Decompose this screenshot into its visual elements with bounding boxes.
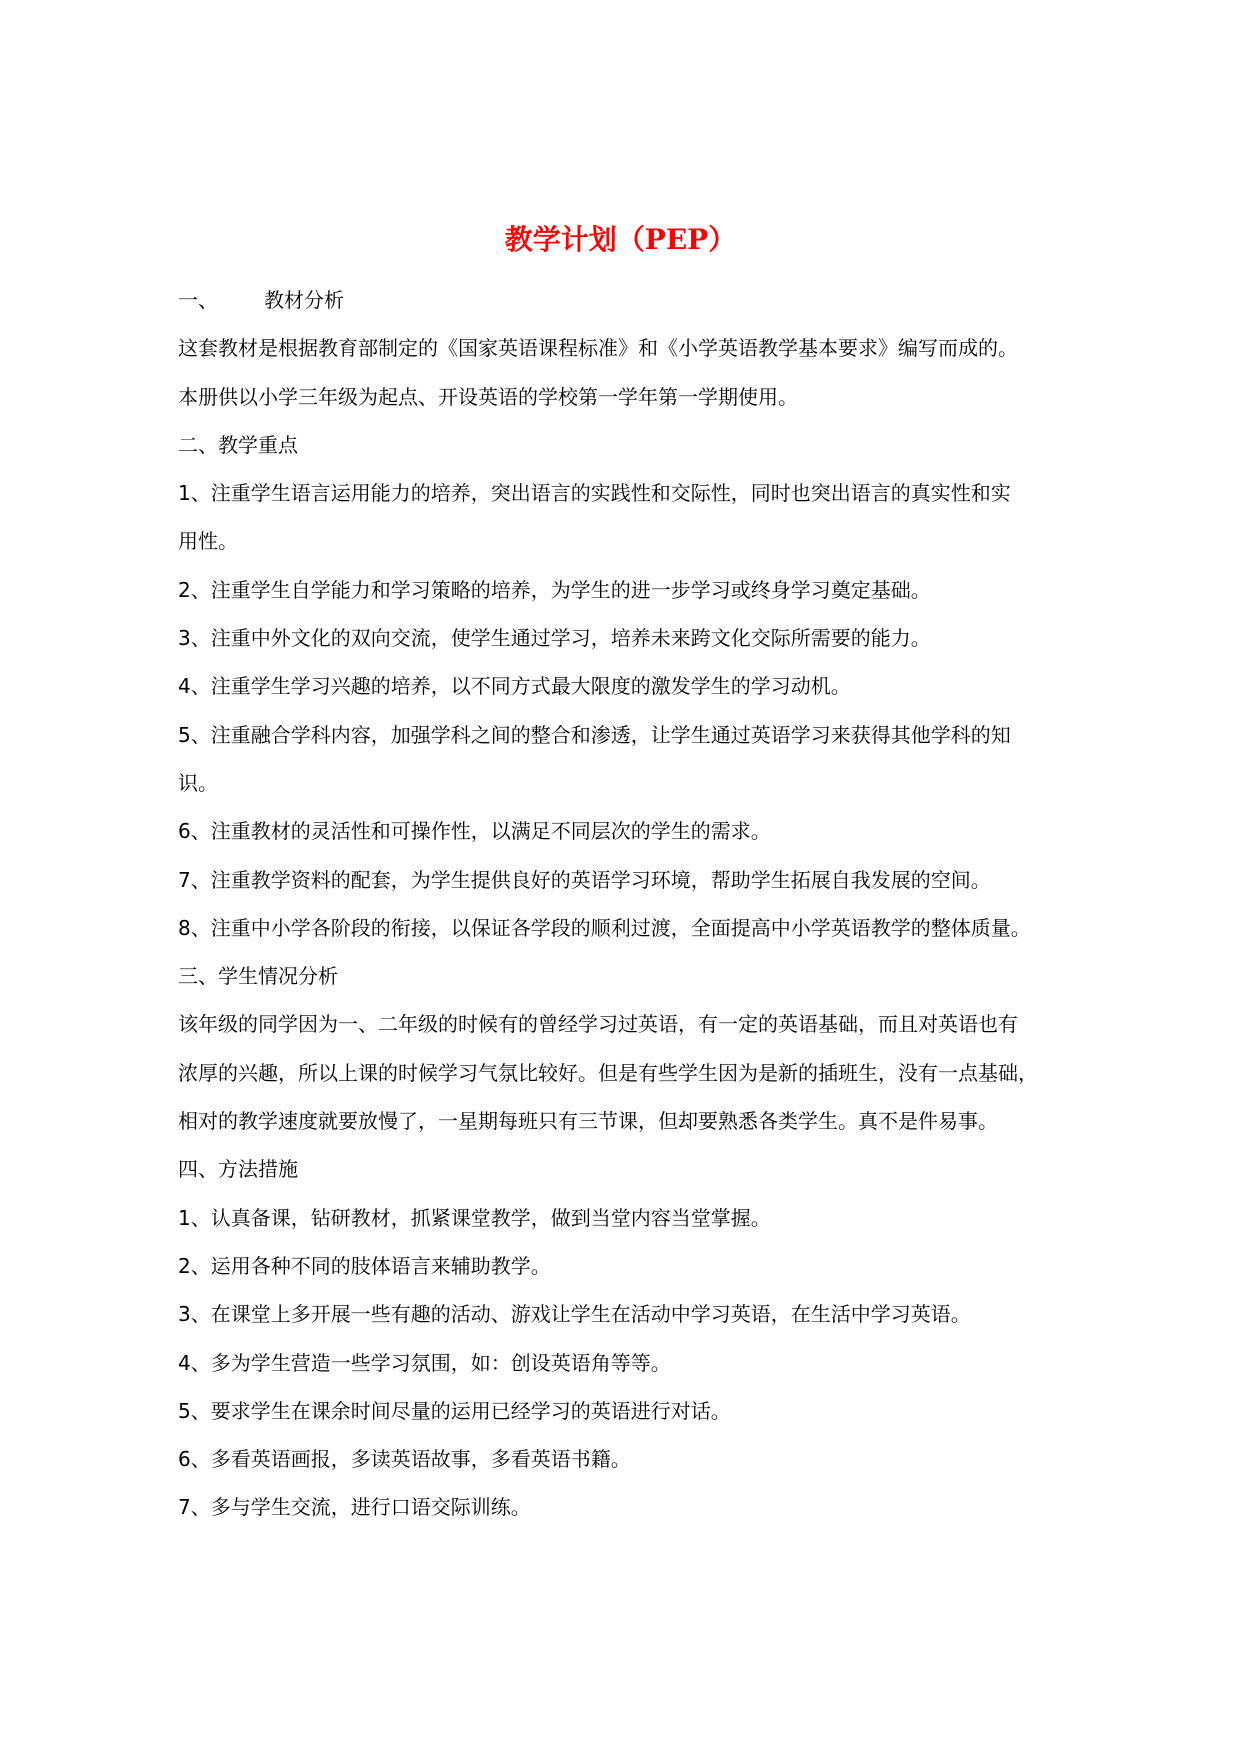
document-body xyxy=(178,276,1098,1532)
list-item: 3、注重中外文化的双向交流，使学生通过学习，培养未来跨文化交际所需要的能力。 xyxy=(178,626,931,651)
list-item: 6、多看英语画报，多读英语故事，多看英语书籍。 xyxy=(178,1447,631,1472)
paragraph-line: 该年级的同学因为一、二年级的时候有的曾经学习过英语，有一定的英语基础，而且对英语也有 xyxy=(178,1012,1018,1037)
section-heading-student-analysis: 三、学生情况分析 xyxy=(178,964,338,989)
paragraph-line: 浓厚的兴趣，所以上课的时候学习气氛比较好。但是有些学生因为是新的插班生，没有一点基础， xyxy=(178,1060,1038,1085)
list-item: 7、注重教学资料的配套，为学生提供良好的英语学习环境，帮助学生拓展自我发展的空间。 xyxy=(178,867,991,892)
section-heading-methods: 四、方法措施 xyxy=(178,1157,298,1182)
list-item: 5、要求学生在课余时间尽量的运用已经学习的英语进行对话。 xyxy=(178,1398,731,1423)
section-label: 教材分析 xyxy=(264,288,344,312)
list-item: 4、多为学生营造一些学习氛围，如：创设英语角等等。 xyxy=(178,1350,671,1375)
list-item: 7、多与学生交流，进行口语交际训练。 xyxy=(178,1495,531,1520)
list-item: 1、注重学生语言运用能力的培养，突出语言的实践性和交际性，同时也突出语言的真实性和实 xyxy=(178,481,1011,506)
list-item: 1、认真备课，钻研教材，抓紧课堂教学，做到当堂内容当堂掌握。 xyxy=(178,1205,771,1230)
list-item-continuation: 识。 xyxy=(178,770,218,795)
document-title: 教学计划（PEP） xyxy=(504,223,737,256)
list-item: 8、注重中小学各阶段的衔接，以保证各学段的顺利过渡，全面提高中小学英语教学的整体质量。 xyxy=(178,915,1031,940)
section-heading-teaching-focus: 二、教学重点 xyxy=(178,432,298,457)
list-item: 6、注重教材的灵活性和可操作性，以满足不同层次的学生的需求。 xyxy=(178,819,771,844)
section-number: 一、 xyxy=(178,288,218,312)
list-item-continuation: 用性。 xyxy=(178,529,238,554)
list-item: 2、运用各种不同的肢体语言来辅助教学。 xyxy=(178,1253,551,1278)
list-item: 4、注重学生学习兴趣的培养，以不同方式最大限度的激发学生的学习动机。 xyxy=(178,674,851,699)
section-heading-materials xyxy=(178,276,1098,324)
list-item: 5、注重融合学科内容，加强学科之间的整合和渗透，让学生通过英语学习来获得其他学科的知 xyxy=(178,722,1011,747)
paragraph-line: 这套教材是根据教育部制定的《国家英语课程标准》和《小学英语教学基本要求》编写而成的。 xyxy=(178,336,1018,361)
paragraph-line: 相对的教学速度就要放慢了，一星期每班只有三节课，但却要熟悉各类学生。真不是件易事。 xyxy=(178,1109,998,1134)
list-item: 3、在课堂上多开展一些有趣的活动、游戏让学生在活动中学习英语，在生活中学习英语。 xyxy=(178,1302,971,1327)
paragraph-line: 本册供以小学三年级为起点、开设英语的学校第一学年第一学期使用。 xyxy=(178,384,798,409)
list-item: 2、注重学生自学能力和学习策略的培养，为学生的进一步学习或终身学习奠定基础。 xyxy=(178,577,931,602)
